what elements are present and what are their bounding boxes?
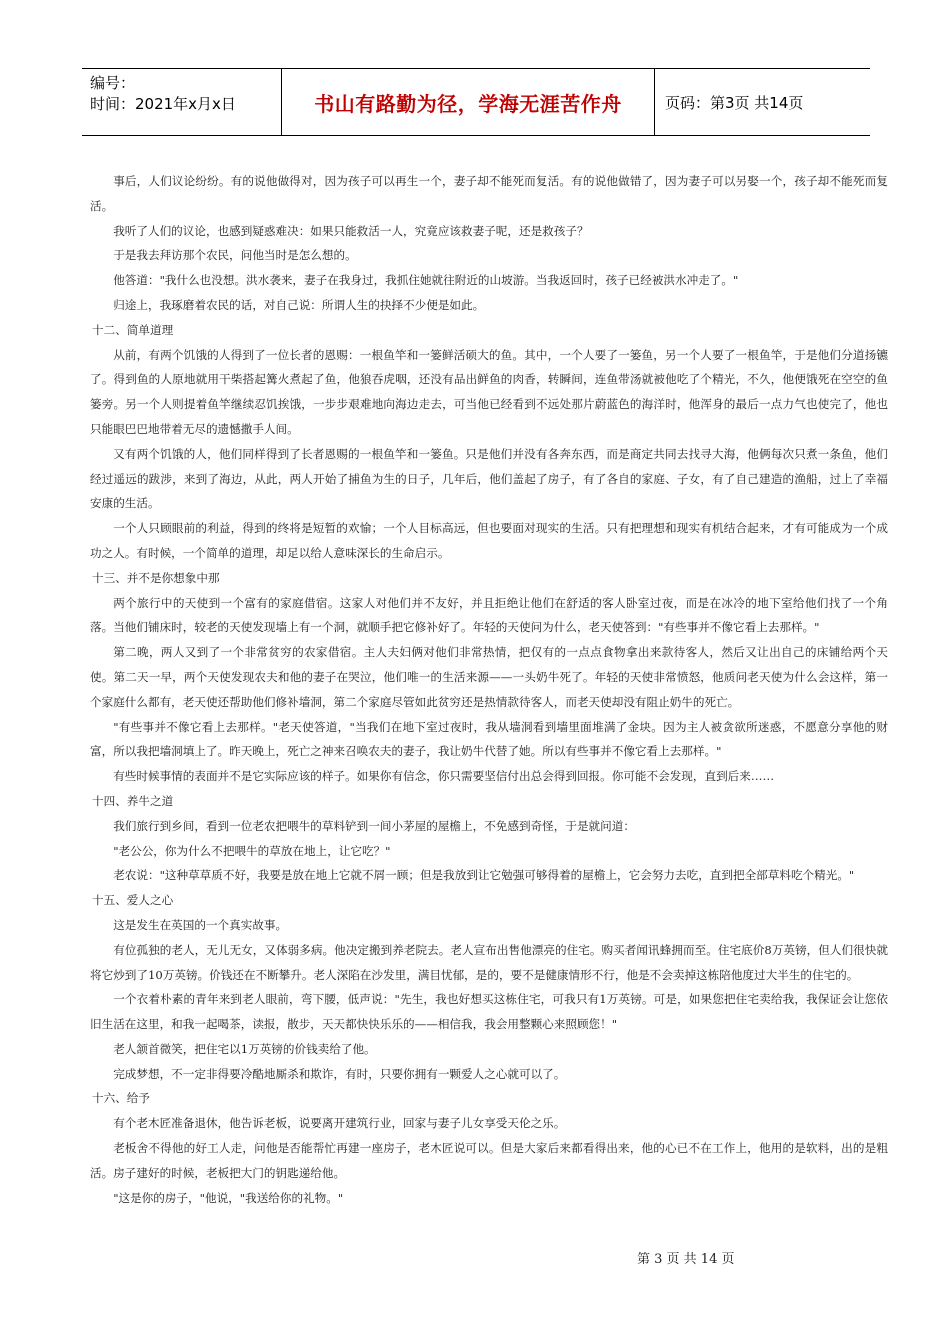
body-paragraph: 我们旅行到乡间，看到一位老农把喂牛的草料铲到一间小茅屋的屋檐上，不免感到奇怪，于是就问道： (113, 818, 635, 833)
body-paragraph: 又有两个饥饿的人，他们同样得到了长者恩赐的一根鱼竿和一篓鱼。只是他们并没有各奔东西，而是商定共同去找寻大海，他俩每次只煮一条鱼，他们经过遥远的跋涉，来到了海边，从此，两人开始了捕鱼为生的日子，几年后，他们盖起了房子，有了各自的家庭、子女，有了自己建造的渔船，过上了幸福安康的生活。 (90, 446, 888, 511)
body-paragraph: 老板舍不得他的好工人走，问他是否能帮忙再建一座房子，老木匠说可以。但是大家后来都看得出来，他的心已不在工作上，他用的是软料，出的是粗活。房子建好的时候，老板把大门的钥匙递给他。 (90, 1141, 888, 1180)
section-heading: 十五、爱人之心 (92, 893, 174, 908)
body-paragraph: 有个老木匠准备退休，他告诉老板，说要离开建筑行业，回家与妻子儿女享受天伦之乐。 (113, 1116, 566, 1131)
body-paragraph: 老农说："这种草草质不好，我要是放在地上它就不屑一顾；但是我放到让它勉强可够得着的屋檐上，它会努力去吃，直到把全部草料吃个精光。" (113, 868, 855, 883)
body-paragraph: 一个衣着朴素的青年来到老人眼前，弯下腰，低声说："先生，我也好想买这栋住宅，可我只有1万英镑。可是，如果您把住宅卖给我，我保证会让您依旧生活在这里，和我一起喝茶，读报，散步，天天都快快乐乐的——相信我，我会用整颗心来照顾您！" (90, 992, 888, 1032)
header-table (82, 68, 870, 136)
body-paragraph: 事后，人们议论纷纷。有的说他做得对，因为孩子可以再生一个，妻子却不能死而复活。有的说他做错了，因为妻子可以另娶一个，孩子却不能死而复活。 (90, 174, 888, 213)
body-paragraph: 有位孤独的老人，无儿无女，又体弱多病。他决定搬到养老院去。老人宣布出售他漂亮的住宅。购买者闻讯蜂拥而至。住宅底价8万英镑，但人们很快就将它炒到了10万英镑。价钱还在不断攀升。老人深陷在沙发里，满目忧郁，是的，要不是健康情形不行，他是不会卖掉这栋陪他度过大半生的住宅的。 (90, 942, 888, 982)
body-paragraph: 这是发生在英国的一个真实故事。 (113, 917, 288, 932)
section-heading: 十四、养牛之道 (92, 793, 174, 808)
body-paragraph: 有些时候事情的表面并不是它实际应该的样子。如果你有信念，你只需要坚信付出总会得到回报。你可能不会发现，直到后来…… (113, 769, 775, 784)
document-number-label: 编号： (90, 74, 136, 92)
page-footer: 第 3 页 共 14 页 (637, 1252, 735, 1267)
section-heading: 十二、简单道理 (92, 322, 174, 337)
body-paragraph: 完成梦想，不一定非得要冷酷地厮杀和欺诈，有时，只要你拥有一颗爱人之心就可以了。 (113, 1066, 566, 1081)
body-paragraph: "这是你的房子，"他说，"我送给你的礼物。" (113, 1190, 344, 1205)
body-paragraph: 我听了人们的议论，也感到疑惑难决：如果只能救活一人，究竟应该救妻子呢，还是救孩子？ (113, 223, 589, 238)
body-paragraph: 他答道："我什么也没想。洪水袭来，妻子在我身过，我抓住她就往附近的山坡游。当我返回时，孩子已经被洪水冲走了。" (113, 273, 739, 288)
body-paragraph: 从前，有两个饥饿的人得到了一位长者的恩赐：一根鱼竿和一篓鲜活硕大的鱼。其中，一个人要了一篓鱼，另一个人要了一根鱼竿，于是他们分道扬镳了。得到鱼的人原地就用干柴搭起篝火煮起了鱼，他狼吞虎咽，还没有品出鲜鱼的肉香，转瞬间，连鱼带汤就被他吃了个精光，不久，他便饿死在空空的鱼篓旁。另一个人则提着鱼竿继续忍饥挨饿，一步步艰难地向海边走去，可当他已经看到不远处那片蔚蓝色的海洋时，他浑身的最后一点力气也使完了，他也只能眼巴巴地带着无尽的遗憾撒手人间。 (90, 347, 888, 436)
body-paragraph: 归途上，我琢磨着农民的话，对自己说：所谓人生的抉择不少便是如此。 (113, 297, 485, 312)
body-paragraph: 于是我去拜访那个农民，问他当时是怎么想的。 (113, 248, 357, 263)
body-paragraph: 老人颔首微笑，把住宅以1万英镑的价钱卖给了他。 (113, 1041, 376, 1056)
header-motto: 书山有路勤为径，学海无涯苦作舟 (282, 69, 655, 135)
body-paragraph: "老公公，你为什么不把喂牛的草放在地上，让它吃？" (113, 843, 391, 858)
document-body (90, 169, 888, 1210)
header-info-cell (82, 69, 282, 135)
body-paragraph: 第二晚，两人又到了一个非常贫穷的农家借宿。主人夫妇俩对他们非常热情，把仅有的一点点食物拿出来款待客人，然后又让出自己的床铺给两个天使。第二天一早，两个天使发现农夫和他的妻子在哭泣，他们唯一的生活来源——一头奶牛死了。年轻的天使非常愤怒，他质问老天使为什么会这样，第一个家庭什么都有，老天使还帮助他们修补墙洞，第二个家庭尽管如此贫穷还是热情款待客人，而老天使却没有阻止奶牛的死亡。 (90, 645, 888, 709)
section-heading: 十三、并不是你想象中那 (92, 570, 220, 585)
section-heading: 十六、给予 (92, 1091, 150, 1106)
body-paragraph: 两个旅行中的天使到一个富有的家庭借宿。这家人对他们并不友好，并且拒绝让他们在舒适的客人卧室过夜，而是在冰冷的地下室给他们找了一个角落。当他们铺床时，较老的天使发现墙上有一个洞，就顺手把它修补好了。年轻的天使问为什么，老天使答到："有些事并不像它看上去那样。" (90, 595, 888, 635)
body-paragraph: "有些事并不像它看上去那样。"老天使答道，"当我们在地下室过夜时，我从墙洞看到墙里面堆满了金块。因为主人被贪欲所迷惑，不愿意分享他的财富，所以我把墙洞填上了。昨天晚上，死亡之神来召唤农夫的妻子，我让奶牛代替了她。所以有些事并不像它看上去那样。" (90, 719, 888, 759)
document-date-label: 时间：2021年x月x日 (90, 95, 236, 113)
body-paragraph: 一个人只顾眼前的利益，得到的终将是短暂的欢愉；一个人目标高远，但也要面对现实的生活。只有把理想和现实有机结合起来，才有可能成为一个成功之人。有时候，一个简单的道理，却足以给人意味深长的生命启示。 (90, 521, 888, 560)
header-page-label: 页码：第3页 共14页 (665, 93, 804, 112)
